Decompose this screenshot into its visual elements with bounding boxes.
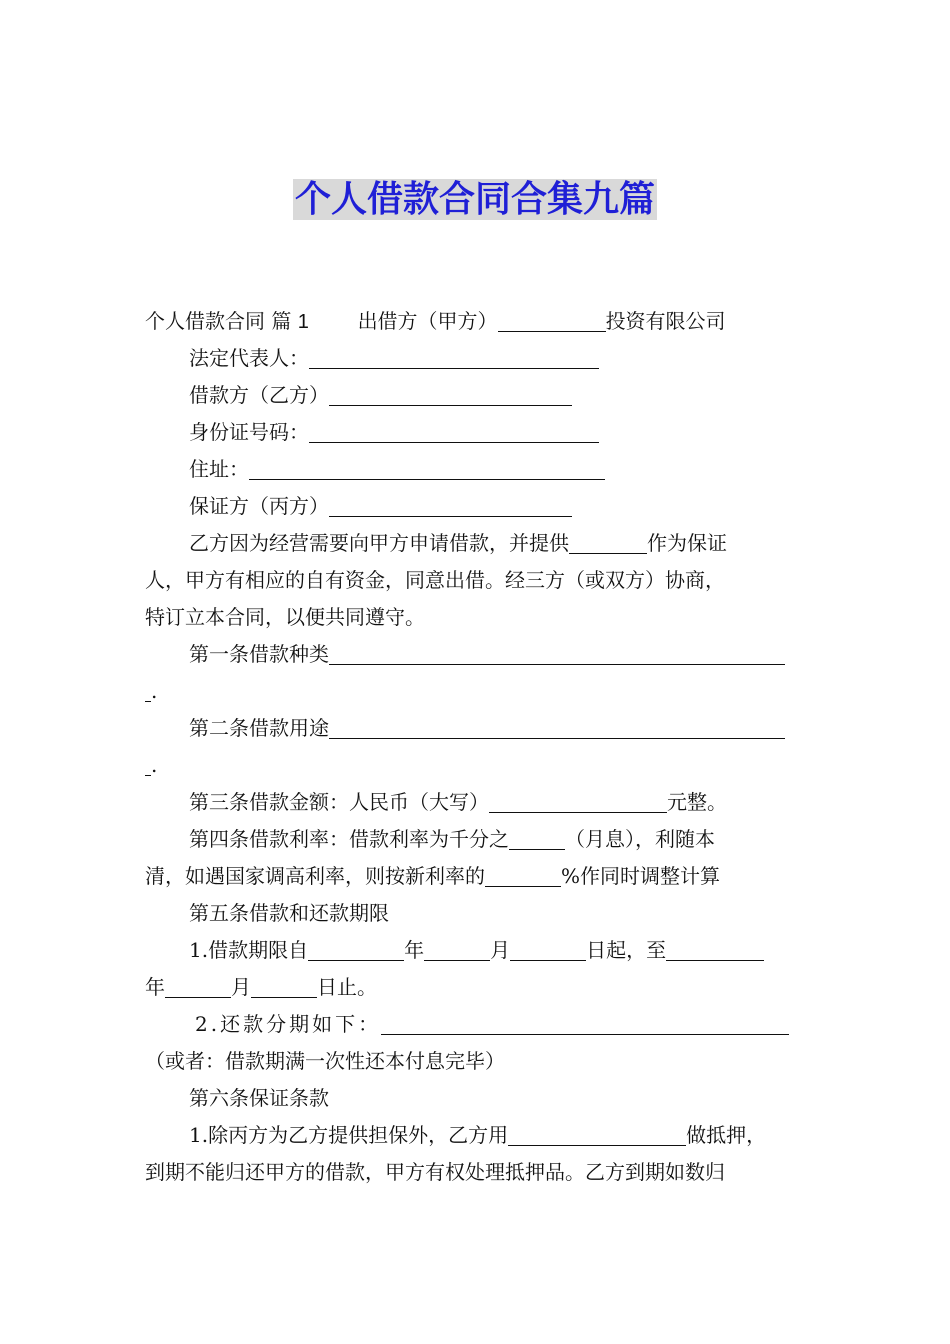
article-4-line: 第四条借款利率：借款利率为千分之 （月息），利随本 <box>189 827 715 851</box>
paragraph-line: 人，甲方有相应的自有资金，同意出借。经三方（或双方）协商， <box>145 568 725 592</box>
contract-heading-line: 个人借款合同 篇 1 出借方（甲方） 投资有限公司 <box>145 309 726 333</box>
blank-field <box>508 1121 686 1146</box>
blank-field <box>381 1010 789 1035</box>
contract-body <box>145 303 810 1191</box>
guarantor-line: 保证方（丙方） <box>145 488 810 525</box>
blank-field <box>309 344 599 369</box>
borrower-line: 借款方（乙方） <box>145 377 810 414</box>
blank-field <box>485 862 561 887</box>
blank-field <box>309 418 599 443</box>
article-1-line: 第一条借款种类 <box>145 636 810 673</box>
guarantee-line: 1.除丙方为乙方提供担保外，乙方用 做抵押， <box>189 1123 767 1147</box>
blank-field <box>509 825 565 850</box>
address-line: 住址： <box>145 451 810 488</box>
term-line: 1.借款期限自 年 月 日起，至 <box>145 932 810 969</box>
blank-field <box>249 455 605 480</box>
blank-field <box>569 529 647 554</box>
article-3-line: 第三条借款金额：人民币（大写） 元整。 <box>189 790 727 814</box>
blank-field <box>329 381 572 406</box>
installment-continuation: （或者：借款期满一次性还本付息完毕） <box>145 1049 505 1073</box>
blank-field <box>498 307 606 332</box>
document-title: 个人借款合同合集九篇 <box>294 179 655 220</box>
article-1-continuation: . <box>145 673 810 710</box>
article-2-line: 第二条借款用途 <box>145 710 810 747</box>
installment-line: 2.还款分期如下： <box>145 1006 810 1043</box>
blank-field <box>329 640 785 665</box>
blank-field <box>489 788 667 813</box>
term-continuation: 年 月 日止。 <box>145 975 377 999</box>
id-number-line: 身份证号码： <box>145 414 810 451</box>
blank-field <box>329 714 785 739</box>
article-2-continuation: . <box>145 747 810 784</box>
article-6-line: 第六条保证条款 <box>189 1086 329 1110</box>
guarantee-continuation: 到期不能归还甲方的借款，甲方有权处理抵押品。乙方到期如数归 <box>145 1160 725 1184</box>
legal-rep-line: 法定代表人： <box>145 340 810 377</box>
paragraph-line: 乙方因为经营需要向甲方申请借款，并提供 作为保证 <box>189 531 727 555</box>
paragraph-line: 特订立本合同，以便共同遵守。 <box>145 605 425 629</box>
blank-field <box>329 492 572 517</box>
article-4-continuation: 清，如遇国家调高利率，则按新利率的 %作同时调整计算 <box>145 864 721 888</box>
article-5-line: 第五条借款和还款期限 <box>189 901 389 925</box>
